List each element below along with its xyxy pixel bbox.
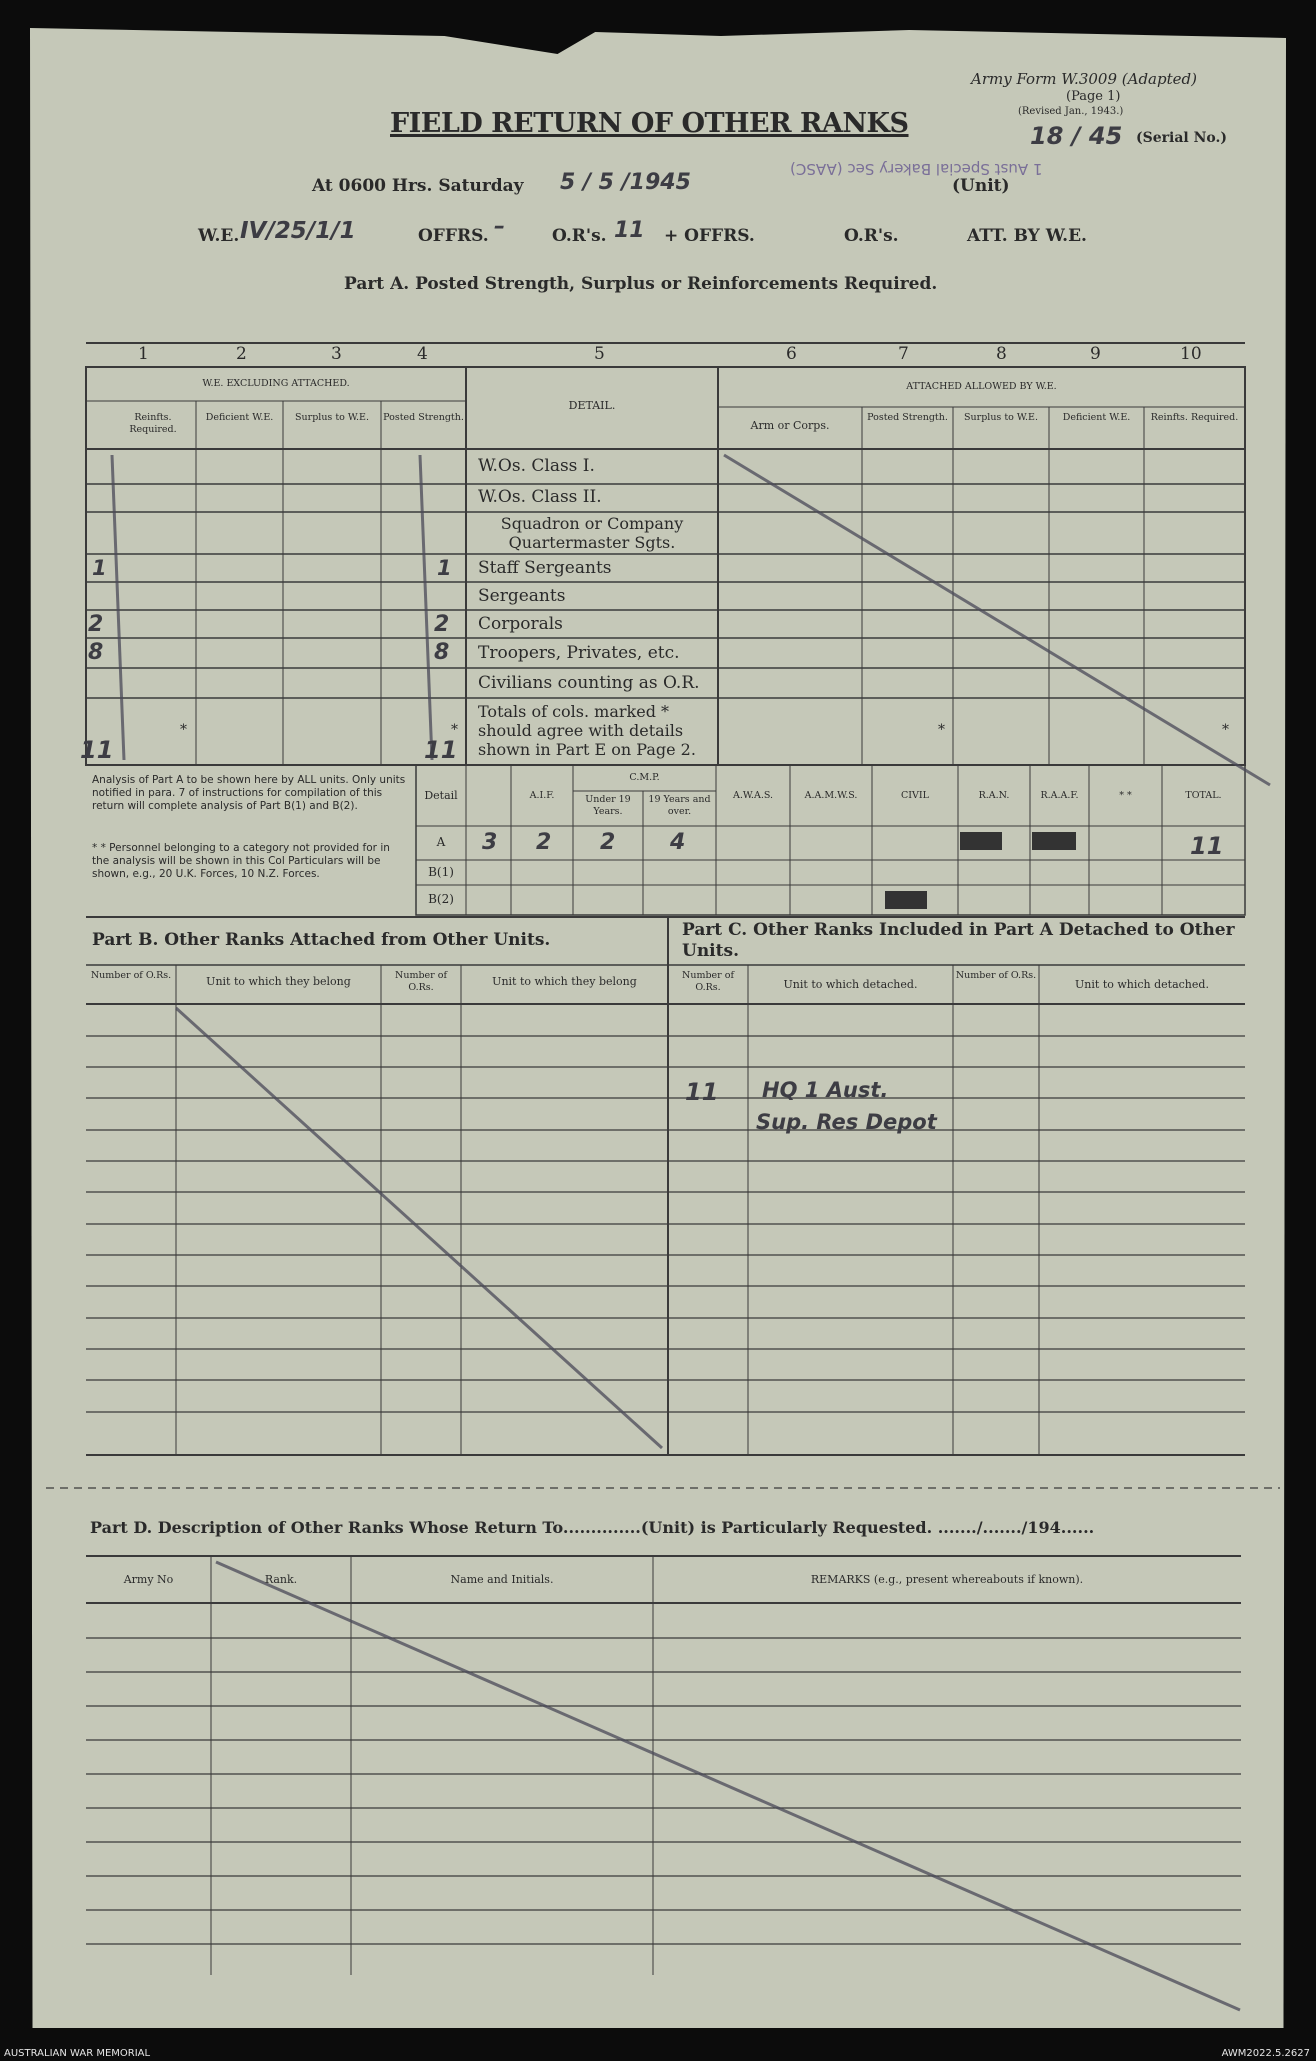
part-d-header: Name and Initials. — [450, 1573, 554, 1586]
archive-credit: AUSTRALIAN WAR MEMORIAL — [4, 2048, 151, 2059]
total-star: * — [180, 722, 187, 738]
we-label: W.E. — [198, 226, 240, 246]
analysis-col-header: R.A.A.F. — [1040, 790, 1079, 801]
analysis-note: Analysis of Part A to be shown here by ALL units. Only units notified in para. 7 of instructions for compilation of this return will complete analysis of Part B(1) and B(2). — [92, 774, 406, 812]
col-header: Reinfts. Required. — [1150, 412, 1239, 423]
archive-id: AWM2022.5.2627 — [1221, 2048, 1310, 2059]
part-c-header: Number of O.Rs. — [682, 970, 734, 993]
detail-row-label: Sergeants — [478, 586, 566, 606]
analysis-col-header: A.I.F. — [529, 790, 555, 801]
analysis-a-detail-value: 3 — [482, 830, 498, 855]
analysis-a-aif-value: 2 — [536, 830, 552, 855]
part-b-header: Unit to which they belong — [206, 975, 351, 988]
att-label: ATT. BY W.E. — [967, 226, 1087, 246]
col-number: 3 — [331, 344, 342, 364]
analysis-col-header: Under 19 Years. — [585, 794, 631, 817]
part-d-header: REMARKS (e.g., present whereabouts if known). — [810, 1573, 1084, 1586]
at-time-label: At 0600 Hrs. Saturday — [312, 176, 524, 196]
analysis-col-header: 19 Years and over. — [648, 794, 711, 817]
part-b-header: Number of O.Rs. — [395, 970, 447, 993]
unit-label: (Unit) — [952, 176, 1010, 196]
unit-stamp: 1 Aust Special Bakery Sec (AASC) — [790, 160, 1043, 178]
col-number: 4 — [417, 344, 428, 364]
total-posted-value: 11 — [424, 736, 458, 764]
detail-row-label: Civilians counting as O.R. — [478, 673, 700, 693]
analysis-footnote: * * Personnel belonging to a category not provided for in the analysis will be shown in this Col Particulars will be shown, e.g., 20 U.K. Forces, 10 N.Z. Forces. — [92, 842, 390, 880]
col-header: Posted Strength. — [383, 412, 464, 423]
analysis-a-over19-value: 4 — [670, 830, 686, 855]
total-star: * — [938, 722, 945, 738]
serial-label: (Serial No.) — [1136, 130, 1227, 146]
analysis-a-under19-value: 2 — [600, 830, 616, 855]
part-d-header: Rank. — [264, 1573, 298, 1586]
return-date: 5 / 5 /1945 — [560, 170, 691, 195]
col-number: 2 — [236, 344, 247, 364]
blocked-cell — [1032, 832, 1076, 850]
form-number: Army Form W.3009 (Adapted) — [971, 70, 1197, 88]
analysis-col-header: TOTAL. — [1185, 790, 1222, 801]
total-star: * — [1222, 722, 1229, 738]
col-number: 9 — [1090, 344, 1101, 364]
posted-value: 1 — [437, 556, 452, 580]
col-number: 10 — [1180, 344, 1202, 364]
analysis-row-label: A — [436, 835, 446, 849]
part-c-number-value: 11 — [685, 1078, 719, 1106]
detail-row-label: Squadron or Company Quartermaster Sgts. — [500, 514, 684, 552]
part-d-header: Army No — [123, 1573, 174, 1586]
detail-header: DETAIL. — [568, 399, 616, 412]
total-reinfts-value: 11 — [80, 736, 114, 764]
posted-value: 8 — [434, 640, 450, 665]
reinfts-value: 8 — [88, 640, 104, 665]
part-c-header: Unit to which detached. — [1075, 978, 1209, 991]
detail-row-label: Staff Sergeants — [478, 558, 612, 578]
part-c-unit-value: HQ 1 Aust. — [762, 1078, 889, 1102]
offrs-value: – — [494, 214, 505, 239]
page-title: FIELD RETURN OF OTHER RANKS — [390, 108, 909, 139]
analysis-col-header: A.W.A.S. — [732, 790, 774, 801]
col-header: Surplus to W.E. — [964, 412, 1038, 423]
group-header-left: W.E. EXCLUDING ATTACHED. — [202, 378, 350, 389]
totals-row-label: Totals of cols. marked * should agree with details shown in Part E on Page 2. — [478, 702, 696, 759]
analysis-col-header: A.A.M.W.S. — [804, 790, 858, 801]
ors-label: O.R's. — [552, 226, 607, 246]
reinfts-value: 2 — [88, 612, 104, 637]
plus-offrs-label: + OFFRS. — [664, 226, 755, 246]
form-revised: (Revised Jan., 1943.) — [1018, 106, 1124, 117]
ors-value: 11 — [614, 218, 645, 243]
part-b-header: Unit to which they belong — [492, 975, 637, 988]
detail-row-label: W.Os. Class I. — [478, 456, 595, 476]
form-page: (Page 1) — [1066, 89, 1121, 104]
part-c-unit-value: Sup. Res Depot — [756, 1110, 937, 1134]
analysis-detail-label: Detail — [424, 789, 458, 802]
part-b-title: Part B. Other Ranks Attached from Other Units. — [92, 930, 551, 950]
we-value: IV/25/1/1 — [240, 218, 356, 244]
col-header: Deficient W.E. — [205, 412, 274, 423]
analysis-row-label: B(1) — [428, 865, 454, 879]
blocked-cell — [885, 891, 927, 909]
part-c-header: Number of O.Rs. — [955, 970, 1037, 981]
analysis-col-header: CIVIL — [901, 790, 929, 801]
part-b-header: Number of O.Rs. — [90, 970, 172, 981]
ors2-label: O.R's. — [844, 226, 899, 246]
col-number: 7 — [898, 344, 909, 364]
analysis-col-header: R.A.N. — [978, 790, 1010, 801]
col-number: 5 — [594, 344, 605, 364]
col-header: Reinfts. Required. — [129, 412, 177, 435]
part-c-header: Unit to which detached. — [783, 978, 918, 991]
total-star: * — [451, 722, 458, 738]
reinfts-value: 1 — [92, 556, 107, 580]
col-header: Surplus to W.E. — [295, 412, 369, 423]
col-header: Posted Strength. — [867, 412, 948, 423]
detail-row-label: Troopers, Privates, etc. — [478, 643, 680, 663]
cmp-label: C.M.P. — [629, 772, 660, 783]
analysis-a-total-value: 11 — [1190, 832, 1224, 860]
serial-number-value: 18 / 45 — [1030, 122, 1123, 150]
detail-row-label: Corporals — [478, 614, 563, 634]
part-a-title: Part A. Posted Strength, Surplus or Reinforcements Required. — [344, 274, 938, 294]
col-header: Arm or Corps. — [750, 419, 830, 432]
offrs-label: OFFRS. — [418, 226, 489, 246]
col-header: Deficient W.E. — [1062, 412, 1131, 423]
col-number: 8 — [996, 344, 1007, 364]
analysis-row-label: B(2) — [428, 892, 454, 906]
part-d-title: Part D. Description of Other Ranks Whose Return To..............(Unit) is Particularly Requested. ......./......./194...... — [90, 1518, 1095, 1537]
col-number: 1 — [138, 344, 149, 364]
posted-value: 2 — [434, 612, 450, 637]
detail-row-label: W.Os. Class II. — [478, 487, 602, 507]
blocked-cell — [960, 832, 1002, 850]
col-number: 6 — [786, 344, 797, 364]
analysis-col-header: * * — [1119, 790, 1132, 801]
group-header-right: ATTACHED ALLOWED BY W.E. — [906, 381, 1057, 392]
part-c-title: Part C. Other Ranks Included in Part A Detached to Other Units. — [682, 920, 1235, 961]
